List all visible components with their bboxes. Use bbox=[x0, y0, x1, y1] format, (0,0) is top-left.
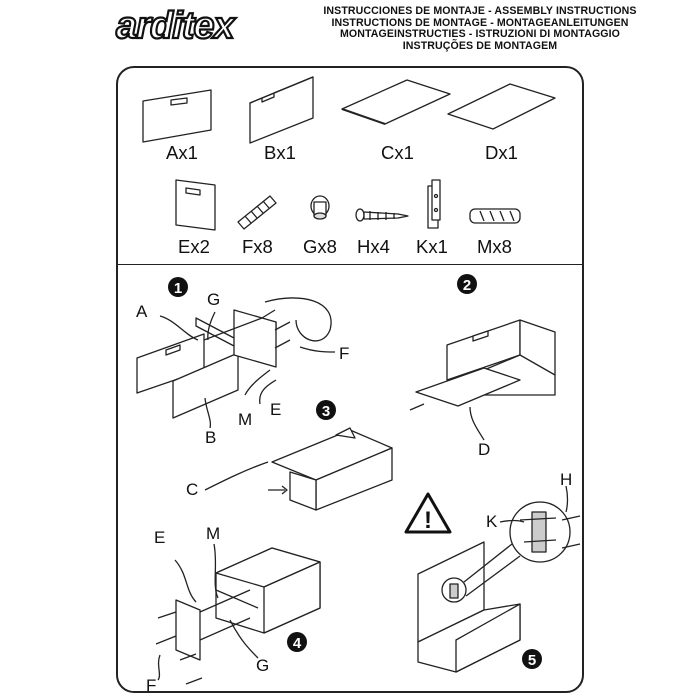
step1-label-a: A bbox=[136, 302, 148, 321]
step4-label-g: G bbox=[256, 656, 270, 675]
part-label-a: Ax1 bbox=[166, 142, 198, 163]
logo-text: arditex bbox=[116, 5, 234, 47]
part-h-drawing bbox=[356, 209, 408, 221]
step1-label-m: M bbox=[238, 410, 253, 429]
part-label-k: Kx1 bbox=[416, 236, 448, 257]
svg-text:4: 4 bbox=[292, 635, 302, 652]
part-label-h: Hx4 bbox=[357, 236, 390, 257]
step5-label-k: K bbox=[486, 512, 498, 531]
title-line: MONTAGEINSTRUCTIES - ISTRUZIONI DI MONTAGGIO bbox=[339, 28, 621, 41]
step1-label-e: E bbox=[270, 400, 282, 419]
step1-label-f: F bbox=[339, 344, 350, 363]
step4-label-m: M bbox=[206, 524, 221, 543]
part-k-drawing bbox=[428, 180, 440, 228]
part-g-drawing bbox=[311, 196, 329, 219]
part-label-d: Dx1 bbox=[485, 142, 518, 163]
part-e-drawing bbox=[176, 180, 215, 230]
part-c-drawing bbox=[342, 80, 450, 124]
step1-label-b: B bbox=[205, 428, 217, 447]
part-b-drawing bbox=[250, 77, 313, 143]
part-label-e: Ex2 bbox=[178, 236, 210, 257]
svg-text:1: 1 bbox=[173, 280, 183, 297]
svg-text:5: 5 bbox=[527, 652, 537, 669]
step1-label-g: G bbox=[207, 290, 221, 309]
step2-badge-icon bbox=[457, 274, 477, 294]
part-d-drawing bbox=[448, 84, 555, 129]
step1-drawing bbox=[137, 298, 335, 428]
step3-drawing bbox=[205, 428, 392, 510]
part-label-g: Gx8 bbox=[303, 236, 337, 257]
step2-drawing bbox=[410, 320, 555, 440]
step3-label-c: C bbox=[186, 480, 199, 499]
step5-label-h: H bbox=[560, 470, 573, 489]
title-line: INSTRUCTIONS DE MONTAGE - MONTAGEANLEITUNGEN bbox=[331, 16, 629, 29]
svg-text:2: 2 bbox=[462, 277, 472, 294]
part-label-m: Mx8 bbox=[477, 236, 512, 257]
part-label-b: Bx1 bbox=[264, 142, 296, 163]
part-label-c: Cx1 bbox=[381, 142, 414, 163]
part-label-f: Fx8 bbox=[242, 236, 273, 257]
part-a-drawing bbox=[143, 90, 211, 142]
part-m-drawing bbox=[470, 209, 520, 223]
step5-badge-icon bbox=[522, 649, 542, 669]
step4-label-e: E bbox=[154, 528, 166, 547]
title-line: INSTRUCCIONES DE MONTAJE - ASSEMBLY INSTRUCTIONS bbox=[323, 5, 637, 17]
step5-drawing bbox=[418, 486, 580, 672]
warning-triangle-icon bbox=[406, 494, 450, 534]
step3-badge-icon bbox=[316, 400, 336, 420]
svg-text:3: 3 bbox=[321, 403, 331, 420]
step2-label-d: D bbox=[478, 440, 491, 459]
step1-badge-icon bbox=[168, 277, 188, 297]
step4-badge-icon bbox=[287, 632, 307, 652]
part-f-drawing bbox=[238, 196, 276, 229]
step4-label-f: F bbox=[146, 676, 157, 695]
svg-text:!: ! bbox=[424, 507, 432, 534]
step4-drawing bbox=[156, 544, 320, 684]
title-line: INSTRUÇÕES DE MONTAGEM bbox=[402, 39, 558, 52]
